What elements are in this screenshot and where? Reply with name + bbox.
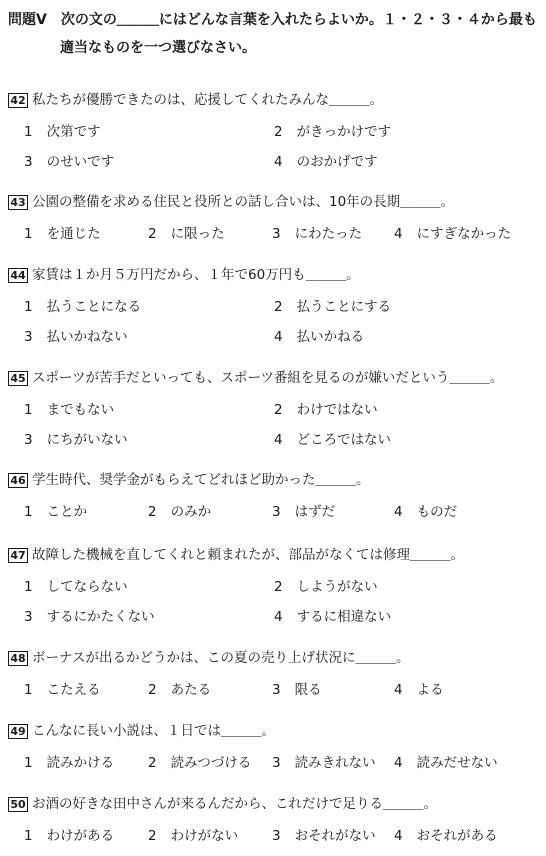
option-2[interactable]: 2 のみか <box>148 504 212 520</box>
option-4[interactable]: 4 読みだせない <box>394 755 498 771</box>
option-1[interactable]: 1 こたえる <box>24 682 101 698</box>
options-row-1 <box>8 575 538 605</box>
options-row-1 <box>8 295 538 325</box>
question-stem <box>8 794 538 814</box>
question-number: 45 <box>8 371 28 386</box>
question-47 <box>8 545 538 635</box>
option-4[interactable]: 4 払いかねる <box>274 329 365 345</box>
question-number: 46 <box>8 473 28 488</box>
question-stem <box>8 545 538 565</box>
question-text: お酒の好きな田中さんが来るんだから、これだけで足りる＿＿＿。 <box>32 796 437 812</box>
option-4[interactable]: 4 のおかげです <box>274 154 378 170</box>
option-3[interactable]: 3 にわたった <box>272 226 363 242</box>
section-header <box>8 6 538 62</box>
options-row <box>8 222 538 252</box>
option-3[interactable]: 3 払いかねない <box>24 329 128 345</box>
option-1[interactable]: 1 を通じた <box>24 226 101 242</box>
option-2[interactable]: 2 しようがない <box>274 579 378 595</box>
option-1[interactable]: 1 払うことになる <box>24 299 142 315</box>
question-number: 47 <box>8 548 28 563</box>
question-text: 私たちが優勝できたのは、応援してくれたみんな＿＿＿。 <box>32 92 383 108</box>
question-49 <box>8 721 538 781</box>
option-3[interactable]: 3 するにかたくない <box>24 609 155 625</box>
option-3[interactable]: 3 はずだ <box>272 504 336 520</box>
question-stem <box>8 368 538 388</box>
options-row-2 <box>8 428 538 458</box>
option-4[interactable]: 4 にすぎなかった <box>394 226 512 242</box>
options-row <box>8 678 538 708</box>
question-number: 44 <box>8 268 28 283</box>
options-row <box>8 824 538 854</box>
question-text: 学生時代、奨学金がもらえてどれほど助かった＿＿＿。 <box>32 472 370 488</box>
option-3[interactable]: 3 にちがいない <box>24 432 128 448</box>
options-row-1 <box>8 120 538 150</box>
option-1[interactable]: 1 してならない <box>24 579 128 595</box>
options-row <box>8 500 538 530</box>
option-1[interactable]: 1 わけがある <box>24 828 115 844</box>
question-text: 家賃は１か月５万円だから、１年で60万円も＿＿＿。 <box>32 267 360 283</box>
question-stem <box>8 265 538 285</box>
option-1[interactable]: 1 までもない <box>24 402 115 418</box>
option-4[interactable]: 4 よる <box>394 682 444 698</box>
option-1[interactable]: 1 次第です <box>24 124 101 140</box>
question-43 <box>8 192 538 252</box>
header-line-1: 問題Ⅴ 次の文の＿＿＿にはどんな言葉を入れたらよいか。１・２・３・４から最も <box>8 12 537 28</box>
question-text: こんなに長い小説は、１日では＿＿＿。 <box>32 723 275 739</box>
question-stem <box>8 470 538 490</box>
question-number: 49 <box>8 724 28 739</box>
question-45 <box>8 368 538 458</box>
options-row-2 <box>8 150 538 180</box>
option-3[interactable]: 3 おそれがない <box>272 828 376 844</box>
options-row-2 <box>8 605 538 635</box>
question-number: 42 <box>8 93 28 108</box>
question-50 <box>8 794 538 854</box>
options-row-2 <box>8 325 538 355</box>
option-2[interactable]: 2 読みつづける <box>148 755 252 771</box>
question-text: ボーナスが出るかどうかは、この夏の売り上げ状況に＿＿＿。 <box>32 650 410 666</box>
question-stem <box>8 192 538 212</box>
question-46 <box>8 470 538 530</box>
option-2[interactable]: 2 がきっかけです <box>274 124 392 140</box>
question-44 <box>8 265 538 355</box>
option-4[interactable]: 4 ものだ <box>394 504 458 520</box>
option-1[interactable]: 1 読みかける <box>24 755 115 771</box>
option-2[interactable]: 2 あたる <box>148 682 212 698</box>
option-4[interactable]: 4 するに相違ない <box>274 609 392 625</box>
option-3[interactable]: 3 限る <box>272 682 322 698</box>
option-2[interactable]: 2 わけではない <box>274 402 378 418</box>
question-text: 故障した機械を直してくれと頼まれたが、部品がなくては修理＿＿＿。 <box>32 547 464 563</box>
option-2[interactable]: 2 わけがない <box>148 828 239 844</box>
question-text: スポーツが苦手だといっても、スポーツ番組を見るのが嫌いだという＿＿＿。 <box>32 370 504 386</box>
options-row-1 <box>8 398 538 428</box>
option-2[interactable]: 2 に限った <box>148 226 225 242</box>
header-line-2: 適当なものを一つ選びなさい。 <box>60 40 256 56</box>
question-number: 50 <box>8 797 28 812</box>
question-text: 公園の整備を求める住民と役所との話し合いは、10年の長期＿＿＿。 <box>32 194 455 210</box>
option-4[interactable]: 4 おそれがある <box>394 828 498 844</box>
question-stem <box>8 90 538 110</box>
option-3[interactable]: 3 読みきれない <box>272 755 376 771</box>
question-stem <box>8 721 538 741</box>
question-number: 48 <box>8 651 28 666</box>
option-1[interactable]: 1 ことか <box>24 504 88 520</box>
question-42 <box>8 90 538 180</box>
question-number: 43 <box>8 195 28 210</box>
options-row <box>8 751 538 781</box>
question-stem <box>8 648 538 668</box>
option-4[interactable]: 4 どころではない <box>274 432 391 448</box>
option-3[interactable]: 3 のせいです <box>24 154 115 170</box>
question-48 <box>8 648 538 708</box>
option-2[interactable]: 2 払うことにする <box>274 299 392 315</box>
